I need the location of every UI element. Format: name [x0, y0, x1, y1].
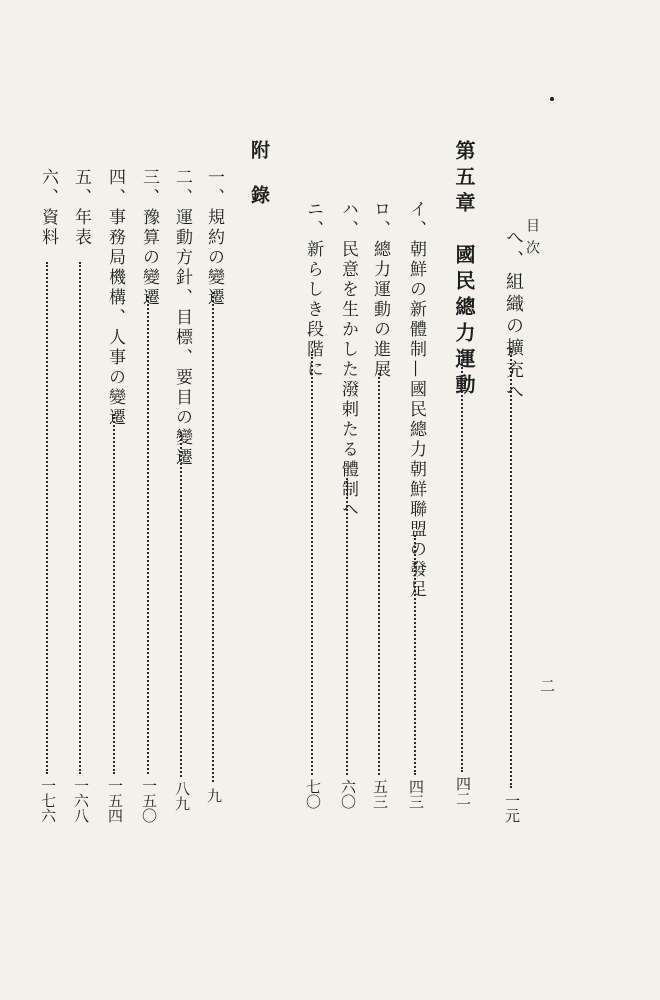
toc-entry-organization: へ、組織の擴充へ [503, 228, 524, 404]
toc-entry-new-stage: ニ、新らしき段階に [303, 200, 323, 380]
appendix-item-rules: 一、規約の變遷 [204, 168, 224, 308]
toc-leader [461, 352, 463, 772]
toc-leader [180, 432, 182, 777]
appendix-item-chronology: 五、年表 [71, 168, 91, 248]
toc-page-number: 一七六 [39, 778, 57, 823]
toc-page-number: 六〇 [339, 779, 357, 809]
toc-page-number: 九 [205, 788, 223, 803]
appendix-title: 附錄 [248, 140, 270, 230]
toc-entry-new-system: イ、朝鮮の新體制—國民總力朝鮮聯盟の發足 [406, 200, 426, 600]
toc-leader [378, 373, 380, 775]
toc-page-number: 五三 [371, 779, 389, 809]
toc-leader [346, 478, 348, 775]
toc-leader [113, 414, 115, 774]
toc-leader [510, 348, 512, 788]
toc-entry-chapter5: 第五章 國民總力運動 [452, 140, 476, 400]
page-number: 二 [538, 678, 556, 693]
toc-leader [79, 262, 81, 774]
toc-leader [414, 535, 416, 775]
toc-page-number: 七〇 [304, 779, 322, 809]
toc-entry-movement-progress: ロ、總力運動の進展 [370, 200, 390, 380]
toc-leader [311, 354, 313, 775]
running-header: 目次 [524, 218, 540, 262]
ink-mark-top [550, 97, 554, 101]
toc-leader [212, 292, 214, 782]
toc-page-number: 四三 [407, 779, 425, 809]
toc-page-number: 八九 [173, 781, 191, 811]
toc-page-number: 一五〇 [140, 778, 158, 823]
toc-page-number: 一六八 [72, 778, 90, 823]
toc-leader [147, 296, 149, 774]
appendix-item-secretariat: 四、事務局機構、人事の變遷 [105, 168, 125, 428]
toc-leader [46, 262, 48, 774]
appendix-item-policies: 二、運動方針、目標、要目の變遷 [172, 168, 192, 468]
toc-entry-public-will: ハ、民意を生かした潑剌たる體制へ [338, 200, 358, 520]
toc-page-number: 四二 [454, 776, 472, 806]
toc-page-number: 一元 [503, 793, 521, 823]
appendix-item-budget: 三、豫算の變遷 [139, 168, 159, 308]
toc-page-number: 一五四 [106, 778, 124, 823]
appendix-item-materials: 六、資料 [38, 168, 58, 248]
